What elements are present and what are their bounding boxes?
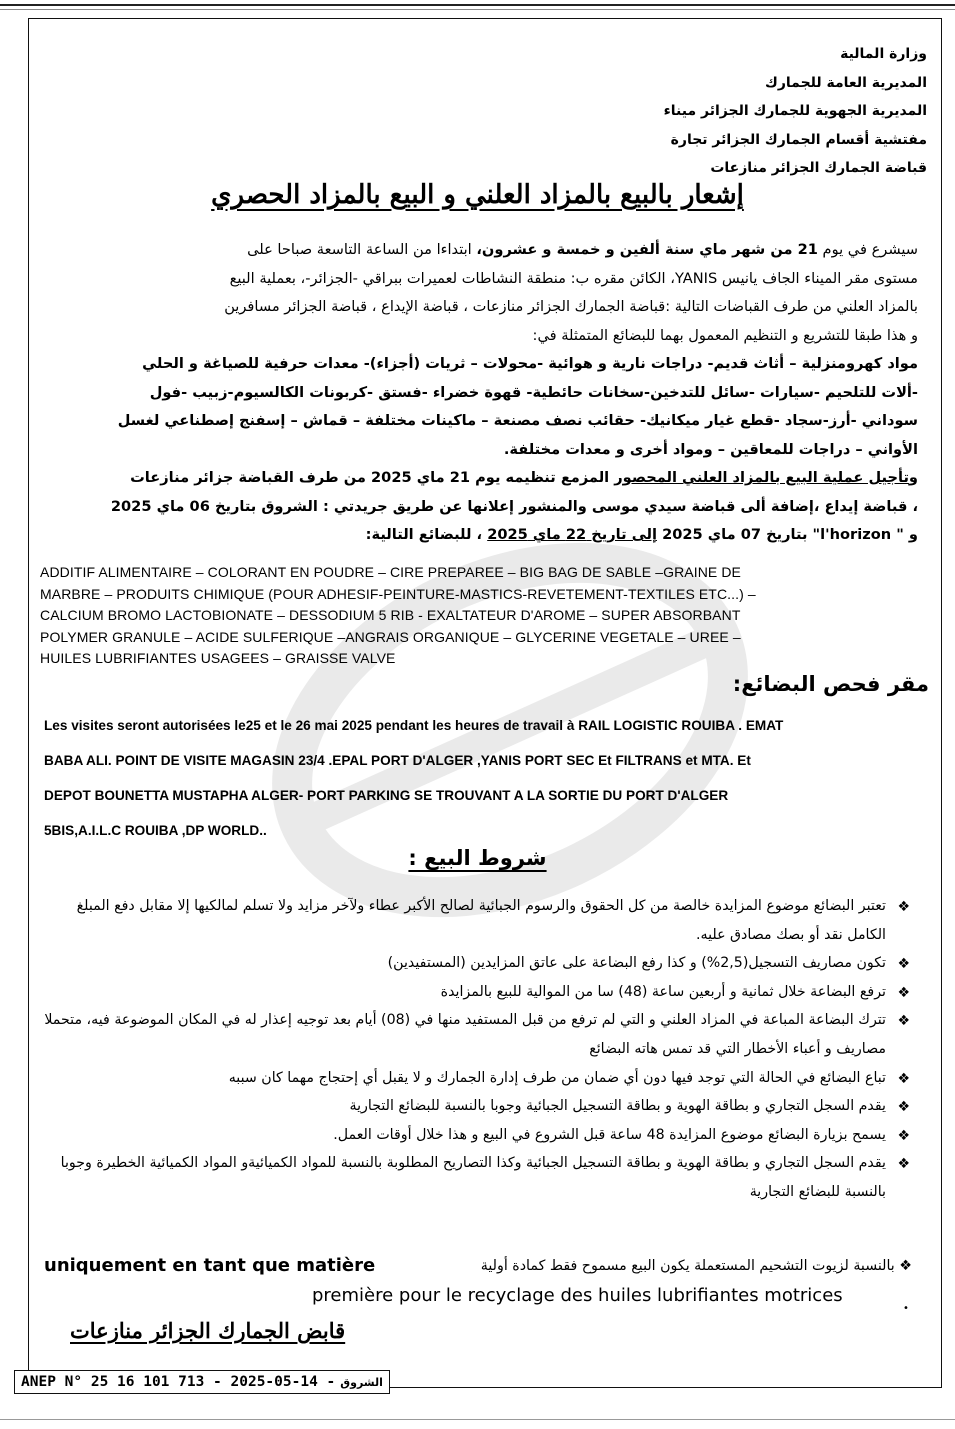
lubricants-french-2: première pour le recyclage des huiles lubrifiantes motrices xyxy=(312,1285,843,1306)
condition-item: ❖ تباع البضائع في الحالة التي توجد فيها دون أي ضمان من طرف إدارة الجمارك و لا يقبل أي إحتجاج مهما كان سببه xyxy=(36,1064,912,1093)
product-line: POLYMER GRANULE – ACIDE SULFERIQUE –ANGRAIS ORGANIQUE – GLYCERINE VEGETALE – UREE – xyxy=(40,628,741,645)
goods-line-2: -ألات للتلحيم -سيارات -سائل للتدخين-سخانات حائطية- قهوة خضراء -فستق -كربونات الكالسيوم-زبيب -فول xyxy=(149,383,918,401)
lubricants-french-1: uniquement en tant que matière xyxy=(44,1255,376,1276)
signature-block: قابض الجمارك الجزائر منازعات xyxy=(70,1318,346,1343)
anep-number: ANEP N° 25 16 101 713 - 2025-05-14 - xyxy=(21,1374,336,1390)
bullet-icon: ❖ xyxy=(897,1156,910,1173)
inspection-line: DEPOT BOUNETTA MUSTAPHA ALGER- PORT PARKING SE TROUVANT A LA SORTIE DU PORT D'ALGER xyxy=(44,788,729,803)
bullet-icon: ❖ xyxy=(897,899,910,915)
bullet-icon: ❖ xyxy=(897,1013,910,1030)
bullet-icon: ❖ xyxy=(897,1127,910,1144)
newspaper-logo: الشروق xyxy=(340,1375,383,1389)
condition-item: ❖ يقدم السجل التجاري و بطاقة الهوية و بطاقة التسجيل الجبائية وجوبا بالنسبة للبضائع التجارية xyxy=(36,1092,912,1121)
products-list-french xyxy=(40,562,930,670)
postpone-line-3: و " l'horizon" بتاريخ 07 ماي 2025 إلى تاريخ 22 ماي 2025 ، للبضائع التالية: xyxy=(365,526,918,543)
top-rule-thin xyxy=(0,9,955,10)
inspection-line: BABA ALI. POINT DE VISITE MAGASIN 23/4 .EPAL PORT D'ALGER ,YANIS PORT SEC Et FILTRANS et MTA. Et xyxy=(44,753,751,768)
postpone-line-1: وتأجيل عملية البيع بالمزاد العلني المحصور المزمع تنظيمه يوم 21 ماي 2025 من طرف القباضة جزائر منازعات xyxy=(130,469,918,486)
intro-line-4: و هذا طبقا للتشريع و التنظيم المعمول بهما للبضائع المتمثلة في: xyxy=(532,326,918,344)
inspection-line: 5BIS,A.I.L.C ROUIBA ,DP WORLD.. xyxy=(44,823,267,838)
bottom-rule xyxy=(0,1419,955,1420)
inspection-heading: مقر فحص البضائع: xyxy=(732,672,929,696)
condition-item: ❖ يقدم السجل التجاري و بطاقة الهوية و بطاقة التسجيل الجبائية وكذا التصاريح المطلوبة بالنسبة للمواد الكميائيةو المواد الكميائية الخطيرة وجوبا بالنسبة للبضائع التجارية xyxy=(36,1149,912,1206)
anep-reference-box xyxy=(14,1370,390,1394)
product-line: CALCIUM BROMO LACTOBIONATE – DESSODIUM 5 RIB - EXALTATEUR D'AROME – SUPER ABSORBANT xyxy=(40,607,741,623)
condition-item: ❖ تكون مصاريف التسجيل(2,5%) و كذا رفع البضاعة على عاتق المزايدين (المستفيدين) xyxy=(36,949,912,978)
bullet-icon: ❖ xyxy=(899,1258,912,1274)
condition-item: ❖ تترك البضاعة المباعة في المزاد العلني و التي لم ترفع من قبل المستفيد منها في (08) أيام بعد توجيه إعذار له في المكان الموضوعة فيه، متحملا مصاريف و أعباء الأخطار التي قد تمس هاته البضائع xyxy=(36,1006,912,1063)
condition-item: ❖ ترفع البضاعة خلال ثمانية و أربعين ساعة (48) سا من الموالية للبيع بالمزايدة xyxy=(36,978,912,1007)
product-line: HUILES LUBRIFIANTES USAGEES – GRAISSE VALVE xyxy=(40,650,396,666)
postpone-line-2: ، قباضة إيداع ،إضافة ألى قباضة سيدي موسى والمنشور إعلانها عن طريق جريدتي : الشروق بتاريخ 06 ماي 2025 xyxy=(110,497,918,515)
conditions-list xyxy=(36,892,912,1207)
goods-line-4: الأواني – دراجات للمعاقين – ومواد أخرى و معدات مختلفة. xyxy=(503,440,918,458)
condition-item: ❖ يسمح بزيارة البضائع موضوع المزايدة 48 ساعة قبل الشروع في البيع و هذا خلال أوقات العمل. xyxy=(36,1121,912,1150)
product-line: ADDITIF ALIMENTAIRE – COLORANT EN POUDRE – CIRE PREPAREE – BIG BAG DE SABLE –GRAINE DE xyxy=(40,564,741,580)
header-line-inspection: مفتشية أقسام الجمارك الجزائر تجارة xyxy=(670,131,927,148)
header-line-directorate-general: المديرية العامة للجمارك xyxy=(765,74,927,91)
intro-line-3: بالمزاد العلني من طرف القباضات التالية :قباضة الجمارك الجزائر منازعات ، قباضة الإيداع ، قباضة الجزائر مسافرين xyxy=(224,298,918,315)
goods-line-1: مواد كهرومنزلية – أثاث قديم- دراجات نارية و هوائية -محولات – ثريات (أجزاء)- معدات حرفية للصياغة و الحلي xyxy=(142,355,918,372)
condition-item: ❖ تعتبر البضائع موضوع المزايدة خالصة من كل الحقوق والرسوم الجبائية لصالح الأكبر عطاء ولآخر مزايد ولا تسلم لمالكيها إلا مقابل دفع المبلغ الكامل نقد أو بصك مصادق عليه. xyxy=(36,892,912,949)
notice-title: إشعار بالبيع بالمزاد العلني و البيع بالمزاد الحصري xyxy=(211,180,744,210)
ministry-header xyxy=(407,40,927,183)
bullet-icon: ❖ xyxy=(897,984,910,1001)
intro-line-2: مستوى مقر الميناء الجاف يانيس YANIS، الكائن مقره ب: منطقة النشاطات لعميرات ببراقي -الجزائر-، بعملية البيع xyxy=(229,269,918,287)
bullet-icon: ❖ xyxy=(897,1099,910,1116)
inspection-line: Les visites seront autorisées le25 et le 26 mai 2025 pendant les heures de travail à RAIL LOGISTIC ROUIBA . EMAT xyxy=(44,718,784,733)
trailing-bullet: • xyxy=(903,1303,909,1314)
header-line-regional-directorate: المديرية الجهوية للجمارك الجزائر ميناء xyxy=(663,103,927,119)
lubricants-arabic: ❖ بالنسبة لزيوت التشحيم المستعملة يكون البيع مسموح فقط كمادة أولية xyxy=(480,1258,912,1274)
bullet-icon: ❖ xyxy=(897,1070,910,1087)
inspection-details xyxy=(44,708,924,848)
product-line: MARBRE – PRODUITS CHIMIQUE (POUR ADHESIF-PEINTURE-MASTICS-REVETEMENT-TEXTILES ETC...) – xyxy=(40,585,756,602)
condition-item-lubricants xyxy=(44,1251,912,1306)
goods-line-3: سوداني -أرز-سجاد -قطع غيار ميكانيك- حقائب نصف مصنعة – ماكينات مختلفة – قماش – إسفنج إصطناعي لغسل xyxy=(117,412,918,429)
goods-list-arabic xyxy=(36,350,918,464)
conditions-heading: شروط البيع : xyxy=(408,846,547,870)
header-line-ministry: وزارة المالية xyxy=(840,46,927,62)
bullet-icon: ❖ xyxy=(897,956,910,973)
header-line-recette: قباضة الجمارك الجزائر منازعات xyxy=(710,160,927,176)
top-rule xyxy=(0,4,955,6)
intro-line-1: سيشرع في يوم 21 من شهر ماي سنة ألفين و خمسة و عشرون، ابتداءا من الساعة التاسعة صباحا على xyxy=(247,241,918,258)
intro-paragraph xyxy=(36,236,918,350)
postponement-paragraph xyxy=(36,464,918,550)
